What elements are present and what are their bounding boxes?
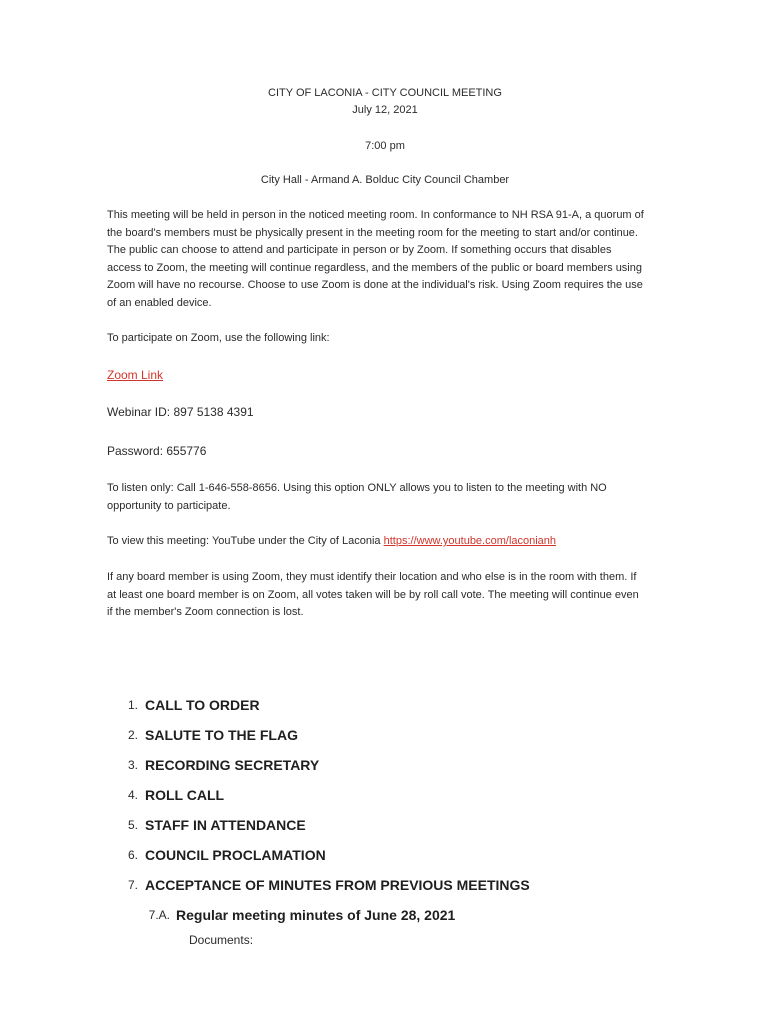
agenda-item <box>0 875 700 895</box>
webinar-id: Webinar ID: 897 5138 4391 <box>107 405 254 419</box>
agenda-item-title: COUNCIL PROCLAMATION <box>145 847 326 863</box>
view-meeting-text: To view this meeting: YouTube under the City of Laconia <box>107 535 384 547</box>
documents-label: Documents: <box>189 933 254 947</box>
agenda-item-title: SALUTE TO THE FLAG <box>145 727 298 743</box>
agenda-item <box>0 815 700 835</box>
agenda-item-title: ACCEPTANCE OF MINUTES FROM PREVIOUS MEETINGS <box>145 877 530 893</box>
agenda-item-title: CALL TO ORDER <box>145 697 260 713</box>
meeting-time: 7:00 pm <box>365 140 405 152</box>
intro-paragraph: This meeting will be held in person in the noticed meeting room. In conformance to NH RSA 91-A, a quorum of the board's members must be physically present in the meeting room for the meeting to start and/or continue. The public can choose to attend and participate in person or by Zoom. If something occurs that disables access to Zoom, the meeting will continue regardless, and the members of the public or board members using Zoom will have no recourse. Choose to use Zoom is done at the individual's risk. Using Zoom requires the use of an enabled device. <box>107 209 644 309</box>
meeting-date: July 12, 2021 <box>352 104 418 116</box>
agenda-item-number: 1. <box>127 698 138 712</box>
agenda-item <box>0 695 700 715</box>
agenda-item-number: 3. <box>127 758 138 772</box>
meeting-location: City Hall - Armand A. Bolduc City Council Chamber <box>260 174 510 186</box>
agenda-item-title: RECORDING SECRETARY <box>145 757 320 773</box>
agenda-item <box>0 725 700 745</box>
agenda-sub-item-number: 7.A. <box>148 908 170 922</box>
listen-only-text: To listen only: Call 1-646-558-8656. Using this option ONLY allows you to listen to the meeting with NO opportunity to participate. <box>107 482 607 512</box>
agenda-item-title: STAFF IN ATTENDANCE <box>145 817 306 833</box>
agenda-sub-item <box>0 905 700 925</box>
agenda-item-number: 6. <box>127 848 138 862</box>
agenda-item <box>0 785 700 805</box>
youtube-link[interactable]: https://www.youtube.com/laconianh <box>383 535 557 547</box>
zoom-link-line <box>107 367 647 385</box>
agenda-sub-item-title: Regular meeting minutes of June 28, 2021 <box>176 907 456 923</box>
participate-text: To participate on Zoom, use the following link: <box>107 332 330 344</box>
zoom-members-text: If any board member is using Zoom, they must identify their location and who else is in the room with them. If at least one board member is on Zoom, all votes taken will be by roll call vote. The meeting will continue even if the member's Zoom connection is lost. <box>107 571 639 619</box>
zoom-link[interactable]: Zoom Link <box>107 368 164 382</box>
agenda-item <box>0 755 700 775</box>
agenda-item-title: ROLL CALL <box>145 787 225 803</box>
meeting-title: CITY OF LACONIA - CITY COUNCIL MEETING <box>268 87 502 99</box>
agenda-item-number: 5. <box>127 818 138 832</box>
agenda-item-number: 4. <box>127 788 138 802</box>
agenda-item-number: 7. <box>127 878 138 892</box>
agenda-item-number: 2. <box>127 728 138 742</box>
agenda-item <box>0 845 700 865</box>
password: Password: 655776 <box>107 444 207 458</box>
view-meeting-line <box>107 533 647 551</box>
